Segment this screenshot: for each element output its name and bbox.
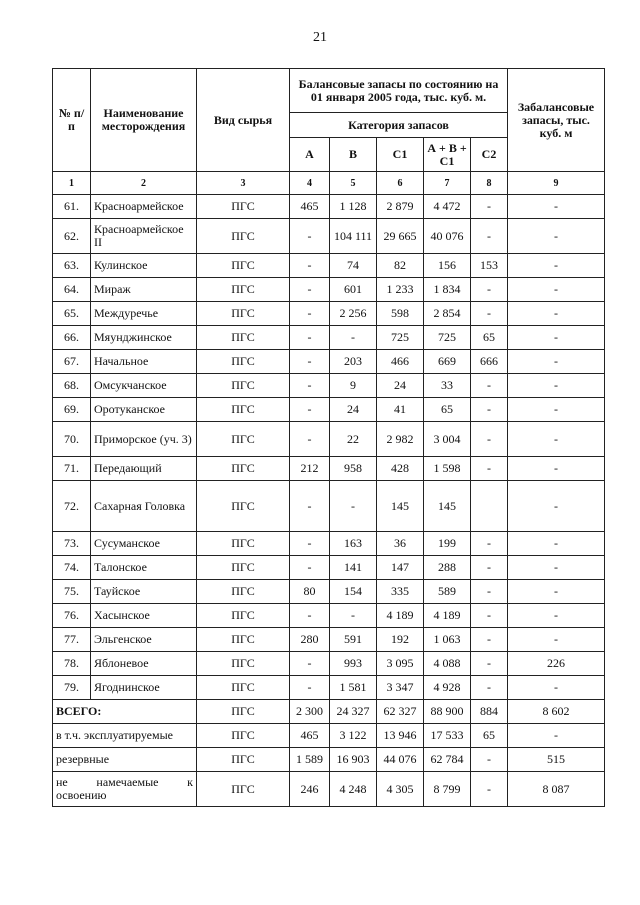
- header-offbalance: Забалансовые запасы, тыс. куб. м: [508, 69, 605, 172]
- cell-c2: -: [471, 556, 508, 580]
- cell-abc1: 145: [424, 481, 471, 532]
- row-number: 69.: [53, 398, 91, 422]
- cell-off: -: [508, 254, 605, 278]
- cell-off: -: [508, 532, 605, 556]
- cell-type: ПГС: [197, 326, 290, 350]
- total-cell-c1: 44 076: [377, 748, 424, 772]
- cell-off: -: [508, 457, 605, 481]
- cell-type: ПГС: [197, 422, 290, 457]
- deposit-name: Омсукчанское: [91, 374, 197, 398]
- total-cell-abc1: 62 784: [424, 748, 471, 772]
- cell-a: -: [290, 219, 330, 254]
- column-number: 2: [91, 172, 197, 195]
- cell-type: ПГС: [197, 481, 290, 532]
- header-cat-a: А: [290, 138, 330, 172]
- cell-off: -: [508, 556, 605, 580]
- deposit-name: Эльгенское: [91, 628, 197, 652]
- total-label: не намечаемые к освоению: [53, 772, 197, 807]
- cell-abc1: 288: [424, 556, 471, 580]
- cell-c1: 82: [377, 254, 424, 278]
- total-cell-type: ПГС: [197, 724, 290, 748]
- cell-b: 163: [330, 532, 377, 556]
- page-number: 21: [313, 30, 327, 45]
- total-cell-c2: -: [471, 772, 508, 807]
- cell-c2: -: [471, 278, 508, 302]
- deposit-name: Яблоневое: [91, 652, 197, 676]
- cell-c1: 147: [377, 556, 424, 580]
- total-cell-type: ПГС: [197, 748, 290, 772]
- column-number: 9: [508, 172, 605, 195]
- total-cell-abc1: 17 533: [424, 724, 471, 748]
- cell-c1: 3 095: [377, 652, 424, 676]
- total-row: [53, 724, 605, 748]
- column-number: 5: [330, 172, 377, 195]
- cell-c1: 29 665: [377, 219, 424, 254]
- cell-a: 80: [290, 580, 330, 604]
- cell-b: 104 111: [330, 219, 377, 254]
- cell-type: ПГС: [197, 278, 290, 302]
- cell-c1: 1 233: [377, 278, 424, 302]
- cell-abc1: 4 472: [424, 195, 471, 219]
- cell-off: -: [508, 195, 605, 219]
- cell-type: ПГС: [197, 302, 290, 326]
- total-cell-b: 16 903: [330, 748, 377, 772]
- cell-type: ПГС: [197, 676, 290, 700]
- total-cell-type: ПГС: [197, 700, 290, 724]
- table-row: [53, 422, 605, 457]
- row-number: 73.: [53, 532, 91, 556]
- cell-c2: -: [471, 580, 508, 604]
- cell-a: 212: [290, 457, 330, 481]
- column-number: 3: [197, 172, 290, 195]
- cell-b: 9: [330, 374, 377, 398]
- table-row: [53, 628, 605, 652]
- cell-c2: -: [471, 219, 508, 254]
- cell-off: -: [508, 676, 605, 700]
- deposit-name: Кулинское: [91, 254, 197, 278]
- deposit-name: Красноармейское II: [91, 219, 197, 254]
- header-balance-reserves: Балансовые запасы по состоянию на 01 января 2005 года, тыс. куб. м.: [290, 69, 508, 113]
- total-cell-abc1: 8 799: [424, 772, 471, 807]
- row-number: 66.: [53, 326, 91, 350]
- table-row: [53, 254, 605, 278]
- total-cell-a: 1 589: [290, 748, 330, 772]
- cell-b: 2 256: [330, 302, 377, 326]
- cell-c1: 24: [377, 374, 424, 398]
- deposit-name: Ягоднинское: [91, 676, 197, 700]
- cell-b: -: [330, 481, 377, 532]
- cell-abc1: 199: [424, 532, 471, 556]
- deposit-name: Междуречье: [91, 302, 197, 326]
- column-number: 4: [290, 172, 330, 195]
- total-row: [53, 772, 605, 807]
- total-cell-c2: 884: [471, 700, 508, 724]
- deposit-name: Сахарная Головка: [91, 481, 197, 532]
- cell-abc1: 2 854: [424, 302, 471, 326]
- cell-c1: 466: [377, 350, 424, 374]
- cell-type: ПГС: [197, 254, 290, 278]
- header-num: № п/п: [53, 69, 91, 172]
- cell-a: -: [290, 278, 330, 302]
- cell-off: -: [508, 302, 605, 326]
- row-number: 67.: [53, 350, 91, 374]
- cell-b: 203: [330, 350, 377, 374]
- row-number: 71.: [53, 457, 91, 481]
- cell-c2: 65: [471, 326, 508, 350]
- cell-off: -: [508, 628, 605, 652]
- cell-off: -: [508, 278, 605, 302]
- cell-b: 601: [330, 278, 377, 302]
- total-cell-b: 24 327: [330, 700, 377, 724]
- deposit-name: Передающий: [91, 457, 197, 481]
- cell-off: 226: [508, 652, 605, 676]
- cell-abc1: 65: [424, 398, 471, 422]
- total-cell-off: 8 602: [508, 700, 605, 724]
- cell-abc1: 1 834: [424, 278, 471, 302]
- total-cell-a: 465: [290, 724, 330, 748]
- header-deposit-name: Наименование месторождения: [91, 69, 197, 172]
- total-cell-b: 4 248: [330, 772, 377, 807]
- cell-c2: -: [471, 457, 508, 481]
- cell-a: -: [290, 302, 330, 326]
- cell-c2: -: [471, 302, 508, 326]
- cell-off: -: [508, 422, 605, 457]
- cell-off: -: [508, 604, 605, 628]
- deposit-name: Красноармейское: [91, 195, 197, 219]
- cell-a: -: [290, 254, 330, 278]
- total-cell-c1: 62 327: [377, 700, 424, 724]
- table-row: [53, 652, 605, 676]
- cell-type: ПГС: [197, 350, 290, 374]
- table-row: [53, 481, 605, 532]
- cell-c2: -: [471, 676, 508, 700]
- cell-type: ПГС: [197, 652, 290, 676]
- cell-b: 1 581: [330, 676, 377, 700]
- total-label: резервные: [53, 748, 197, 772]
- cell-type: ПГС: [197, 580, 290, 604]
- cell-type: ПГС: [197, 604, 290, 628]
- header-cat-c1: С1: [377, 138, 424, 172]
- deposit-name: Мираж: [91, 278, 197, 302]
- cell-c1: 145: [377, 481, 424, 532]
- row-number: 63.: [53, 254, 91, 278]
- cell-off: -: [508, 374, 605, 398]
- row-number: 78.: [53, 652, 91, 676]
- deposit-name: Сусуманское: [91, 532, 197, 556]
- total-cell-c1: 13 946: [377, 724, 424, 748]
- deposit-name: Тауйское: [91, 580, 197, 604]
- cell-type: ПГС: [197, 219, 290, 254]
- header-category: Категория запасов: [290, 113, 508, 138]
- cell-c2: -: [471, 374, 508, 398]
- column-number: 7: [424, 172, 471, 195]
- deposit-name: Приморское (уч. 3): [91, 422, 197, 457]
- cell-c1: 192: [377, 628, 424, 652]
- cell-a: -: [290, 556, 330, 580]
- row-number: 75.: [53, 580, 91, 604]
- header-cat-abc1: А + В + С1: [424, 138, 471, 172]
- cell-type: ПГС: [197, 195, 290, 219]
- cell-c1: 335: [377, 580, 424, 604]
- row-number: 70.: [53, 422, 91, 457]
- table-row: [53, 326, 605, 350]
- column-number: 8: [471, 172, 508, 195]
- cell-abc1: 4 088: [424, 652, 471, 676]
- cell-c1: 2 982: [377, 422, 424, 457]
- deposit-name: Оротуканское: [91, 398, 197, 422]
- cell-c1: 428: [377, 457, 424, 481]
- cell-a: 280: [290, 628, 330, 652]
- reserves-table: [52, 68, 605, 807]
- cell-off: -: [508, 326, 605, 350]
- total-cell-a: 2 300: [290, 700, 330, 724]
- row-number: 76.: [53, 604, 91, 628]
- row-number: 64.: [53, 278, 91, 302]
- cell-abc1: 1 063: [424, 628, 471, 652]
- table-row: [53, 457, 605, 481]
- cell-off: -: [508, 398, 605, 422]
- cell-c2: -: [471, 652, 508, 676]
- row-number: 72.: [53, 481, 91, 532]
- total-cell-c2: 65: [471, 724, 508, 748]
- cell-a: -: [290, 326, 330, 350]
- row-number: 79.: [53, 676, 91, 700]
- total-cell-abc1: 88 900: [424, 700, 471, 724]
- table-row: [53, 219, 605, 254]
- cell-a: -: [290, 604, 330, 628]
- cell-type: ПГС: [197, 398, 290, 422]
- cell-b: -: [330, 604, 377, 628]
- cell-abc1: 3 004: [424, 422, 471, 457]
- cell-a: -: [290, 350, 330, 374]
- cell-a: 465: [290, 195, 330, 219]
- cell-abc1: 4 189: [424, 604, 471, 628]
- total-cell-off: 515: [508, 748, 605, 772]
- cell-b: 1 128: [330, 195, 377, 219]
- table-row: [53, 532, 605, 556]
- cell-abc1: 40 076: [424, 219, 471, 254]
- cell-c2: -: [471, 604, 508, 628]
- cell-abc1: 589: [424, 580, 471, 604]
- row-number: 62.: [53, 219, 91, 254]
- row-number: 77.: [53, 628, 91, 652]
- total-cell-type: ПГС: [197, 772, 290, 807]
- total-cell-off: 8 087: [508, 772, 605, 807]
- cell-b: 141: [330, 556, 377, 580]
- total-row: [53, 748, 605, 772]
- cell-abc1: 4 928: [424, 676, 471, 700]
- table-row: [53, 278, 605, 302]
- deposit-name: Мяунджинское: [91, 326, 197, 350]
- cell-c1: 41: [377, 398, 424, 422]
- header-cat-c2: С2: [471, 138, 508, 172]
- row-number: 68.: [53, 374, 91, 398]
- table-row: [53, 195, 605, 219]
- total-cell-a: 246: [290, 772, 330, 807]
- cell-abc1: 33: [424, 374, 471, 398]
- cell-b: 993: [330, 652, 377, 676]
- cell-b: 24: [330, 398, 377, 422]
- cell-abc1: 1 598: [424, 457, 471, 481]
- cell-c2: 666: [471, 350, 508, 374]
- column-number-row: [53, 172, 605, 195]
- total-row: [53, 700, 605, 724]
- cell-b: 958: [330, 457, 377, 481]
- cell-c1: 725: [377, 326, 424, 350]
- cell-c2: -: [471, 398, 508, 422]
- cell-a: -: [290, 481, 330, 532]
- cell-type: ПГС: [197, 374, 290, 398]
- cell-abc1: 725: [424, 326, 471, 350]
- header-cat-b: В: [330, 138, 377, 172]
- cell-type: ПГС: [197, 532, 290, 556]
- cell-c1: 598: [377, 302, 424, 326]
- column-number: 1: [53, 172, 91, 195]
- row-number: 61.: [53, 195, 91, 219]
- table-row: [53, 676, 605, 700]
- cell-c2: -: [471, 195, 508, 219]
- cell-c1: 2 879: [377, 195, 424, 219]
- cell-a: -: [290, 374, 330, 398]
- cell-type: ПГС: [197, 556, 290, 580]
- total-cell-c1: 4 305: [377, 772, 424, 807]
- header-material: Вид сырья: [197, 69, 290, 172]
- table-row: [53, 302, 605, 326]
- column-number: 6: [377, 172, 424, 195]
- total-cell-c2: -: [471, 748, 508, 772]
- cell-a: -: [290, 422, 330, 457]
- table-row: [53, 604, 605, 628]
- cell-c2: -: [471, 422, 508, 457]
- cell-a: -: [290, 398, 330, 422]
- cell-off: -: [508, 350, 605, 374]
- cell-abc1: 156: [424, 254, 471, 278]
- cell-abc1: 669: [424, 350, 471, 374]
- cell-type: ПГС: [197, 628, 290, 652]
- cell-a: -: [290, 532, 330, 556]
- row-number: 65.: [53, 302, 91, 326]
- cell-type: ПГС: [197, 457, 290, 481]
- total-label: ВСЕГО:: [53, 700, 197, 724]
- cell-c2: -: [471, 628, 508, 652]
- table-row: [53, 556, 605, 580]
- table-row: [53, 350, 605, 374]
- cell-b: 22: [330, 422, 377, 457]
- cell-b: 74: [330, 254, 377, 278]
- deposit-name: Начальное: [91, 350, 197, 374]
- cell-off: -: [508, 219, 605, 254]
- total-cell-off: -: [508, 724, 605, 748]
- cell-c2: [471, 481, 508, 532]
- table-row: [53, 580, 605, 604]
- cell-c2: -: [471, 532, 508, 556]
- cell-off: -: [508, 481, 605, 532]
- cell-a: -: [290, 652, 330, 676]
- cell-c2: 153: [471, 254, 508, 278]
- cell-b: 154: [330, 580, 377, 604]
- cell-c1: 3 347: [377, 676, 424, 700]
- cell-c1: 36: [377, 532, 424, 556]
- total-label: в т.ч. эксплуатируемые: [53, 724, 197, 748]
- cell-b: -: [330, 326, 377, 350]
- table-row: [53, 398, 605, 422]
- cell-c1: 4 189: [377, 604, 424, 628]
- cell-b: 591: [330, 628, 377, 652]
- row-number: 74.: [53, 556, 91, 580]
- cell-off: -: [508, 580, 605, 604]
- total-cell-b: 3 122: [330, 724, 377, 748]
- cell-a: -: [290, 676, 330, 700]
- deposit-name: Талонское: [91, 556, 197, 580]
- deposit-name: Хасынское: [91, 604, 197, 628]
- table-row: [53, 374, 605, 398]
